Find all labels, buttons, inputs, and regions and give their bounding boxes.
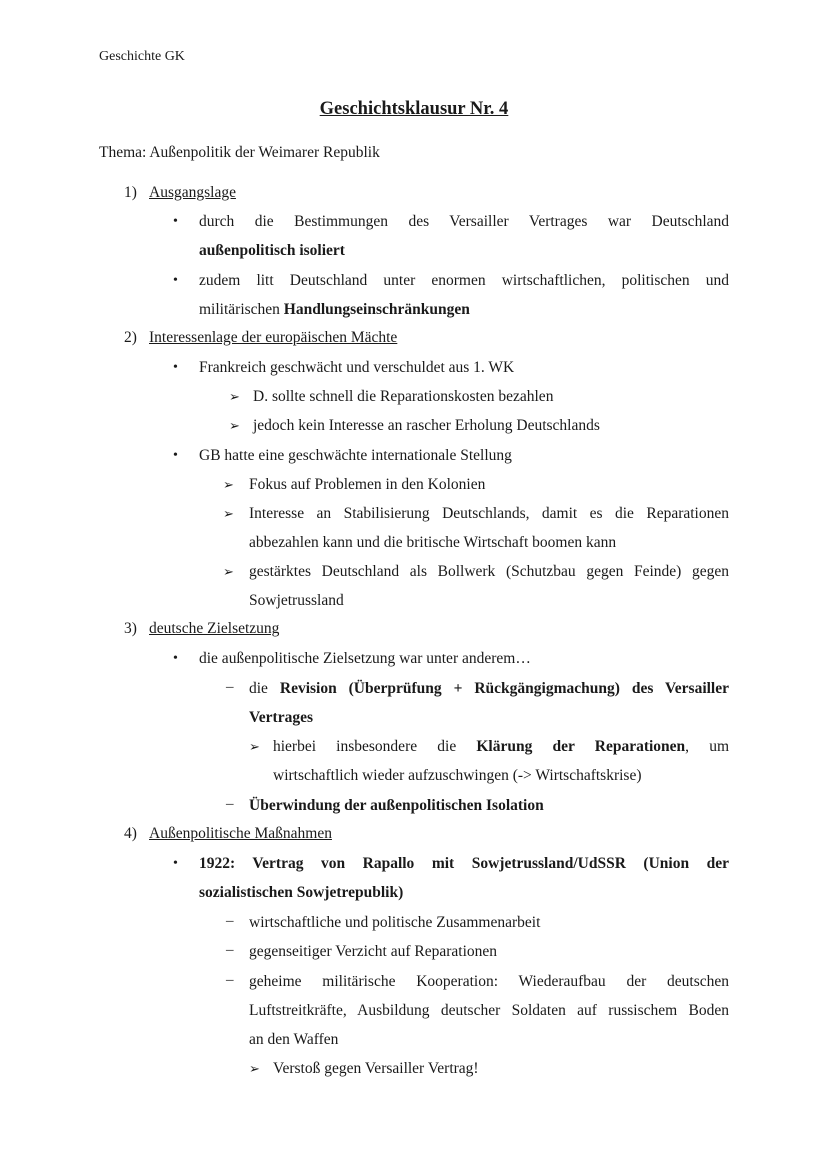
text-line: sozialistischen Sowjetrepublik) [199,884,404,901]
arrow-marker: ➢ [223,506,234,521]
arrow-marker: ➢ [223,564,234,579]
text-line: D. sollte schnell die Reparationskosten bezahlen [253,388,554,405]
bullet-marker: • [173,360,178,375]
dash-marker: – [226,942,234,958]
bullet-marker: • [173,856,178,871]
text-line: wirtschaftliche und politische Zusammenarbeit [249,914,541,931]
course-header: Geschichte GK [99,49,185,64]
page-title: Geschichtsklausur Nr. 4 [319,99,509,119]
dash-marker: – [226,972,234,988]
text-line: Vertrages [249,709,313,726]
section-label: deutsche Zielsetzung [149,620,280,637]
section-number: 3) [124,620,137,637]
text-line: GB hatte eine geschwächte internationale Stellung [199,447,512,464]
bullet-marker: • [173,651,178,666]
text-line: die außenpolitische Zielsetzung war unter anderem… [199,650,531,667]
section-3-heading [124,620,524,640]
bullet-marker: • [173,273,178,288]
text-line: gegenseitiger Verzicht auf Reparationen [249,943,498,960]
text-line: durch die Bestimmungen des Versailler Vertrages war Deutschland [199,213,729,230]
section-label: Außenpolitische Maßnahmen [149,825,332,842]
dash-marker: – [226,796,234,812]
text-line: Fokus auf Problemen in den Kolonien [249,476,486,493]
section-1-heading [124,184,524,204]
text-line: hierbei insbesondere die Klärung der Reparationen, um [273,738,730,755]
text-line: an den Waffen [249,1031,339,1048]
text-line: Interesse an Stabilisierung Deutschlands, damit es die Reparationen [249,505,729,522]
section-label: Interessenlage der europäischen Mächte [149,329,398,346]
text-line: Luftstreitkräfte, Ausbildung deutscher Soldaten auf russischem Boden [249,1002,729,1019]
text-line: militärischen Handlungseinschränkungen [199,301,470,318]
text-line: die Revision (Überprüfung + Rückgängigmachung) des Versailler [249,680,729,697]
text-line: gestärktes Deutschland als Bollwerk (Schutzbau gegen Feinde) gegen [249,563,729,580]
text-line: Verstoß gegen Versailler Vertrag! [273,1060,479,1077]
text-line: 1922: Vertrag von Rapallo mit Sowjetrussland/UdSSR (Union der [199,855,729,872]
text-line: abbezahlen kann und die britische Wirtschaft boomen kann [249,534,617,551]
bullet-marker: • [173,448,178,463]
text-line: zudem litt Deutschland unter enormen wirtschaftlichen, politischen und [199,272,729,289]
arrow-marker: ➢ [223,477,234,492]
text-line: außenpolitisch isoliert [199,242,345,259]
dash-marker: – [226,913,234,929]
text-line: Überwindung der außenpolitischen Isolation [249,797,544,814]
text-line: Frankreich geschwächt und verschuldet aus 1. WK [199,359,515,376]
section-number: 1) [124,184,137,201]
arrow-marker: ➢ [249,739,260,754]
topic-line: Thema: Außenpolitik der Weimarer Republik [99,144,380,161]
bullet-marker: • [173,214,178,229]
text-line: wirtschaftlich wieder aufzuschwingen (-> Wirtschaftskrise) [273,767,642,784]
text-line: jedoch kein Interesse an rascher Erholung Deutschlands [253,417,600,434]
arrow-marker: ➢ [229,418,240,433]
text-line: geheime militärische Kooperation: Wiederaufbau der deutschen [249,973,729,990]
arrow-marker: ➢ [249,1061,260,1076]
section-number: 2) [124,329,137,346]
section-4-heading [124,825,524,845]
section-2-heading [124,329,524,349]
text-line: Sowjetrussland [249,592,344,609]
dash-marker: – [226,679,234,695]
section-label: Ausgangslage [149,184,236,201]
arrow-marker: ➢ [229,389,240,404]
section-number: 4) [124,825,137,842]
